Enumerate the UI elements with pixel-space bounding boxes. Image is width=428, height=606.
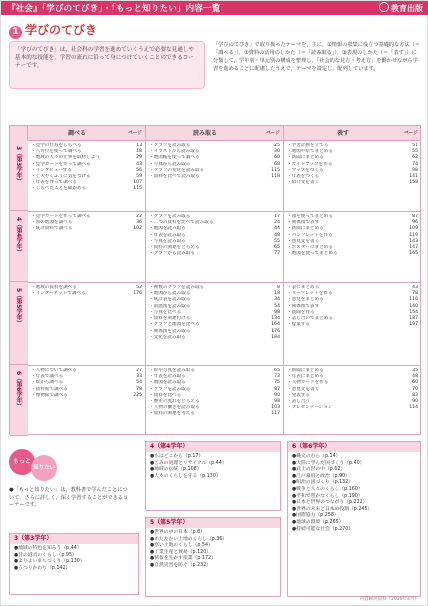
motto-bubble-1: もっと (9, 449, 35, 475)
guide-item-name: ・地図を使ってまとめる (287, 251, 338, 257)
info-box-body (288, 452, 420, 535)
guide-item-name: ・見学カードを作って調べる (31, 161, 91, 167)
guide-item-name: ・パンフレットを作る (287, 232, 333, 238)
guide-item-name: ・話し合う (287, 398, 310, 404)
guide-item-page: 98 (274, 398, 280, 404)
guide-item-page: 29 (136, 155, 142, 161)
header-read: 読み取る (192, 130, 217, 137)
guide-item-page: 70 (412, 386, 418, 392)
info-item: ●明治の国づくり（p.132） (292, 480, 354, 486)
guide-item-name: ・リーフレットを作る (287, 291, 333, 297)
guide-item-name: ・マップをつくる (287, 167, 324, 173)
grade-label: 5（第5学年） (15, 288, 22, 327)
guide-item-page: 60 (274, 155, 280, 161)
info-box-body (146, 528, 280, 572)
info-box-title: 4（第4学年） (146, 442, 280, 452)
guide-item-name: ・写真を読み取る (149, 238, 186, 244)
guide-item (149, 411, 280, 417)
info-item: ●工業生産と貿易（p.120） (150, 549, 212, 555)
section-title-text: 学びのてびき (25, 23, 98, 37)
page-title: 『社会』「学びのてびき」・「もっと知りたい」内容一覧 (7, 4, 221, 14)
guide-item-name: ・地域の資料を調べる (31, 285, 77, 291)
info-box (9, 533, 139, 595)
guide-item-name: ・地図を読み取る (149, 380, 186, 386)
guide-item-page: 78 (412, 291, 418, 297)
cell-research (31, 214, 142, 280)
guide-item-page: 43 (412, 285, 418, 291)
guide-item-page: 65 (274, 367, 280, 373)
info-item: ●あたたかい土地のくらし（p.36） (150, 536, 228, 542)
grade-label: 4（第4学年） (15, 217, 22, 256)
guide-item-name: ・グラフの変化を読み取る (149, 167, 205, 173)
guide-item-page: 75 (274, 380, 280, 386)
info-item: ●日本と世界のつながり（p.222） (292, 500, 368, 506)
motto-note: ●「もっと知りたい」は，教科書で学んだことについて，さらに詳しく，深く学習することができるコーナーです。 (9, 487, 129, 508)
info-item: ●国際協力（p.258） (292, 513, 339, 519)
cell-read (149, 285, 280, 363)
info-item: ●大陸に学んだ国づくり（p.40） (292, 460, 365, 466)
info-item: ●縄文のむら（p.14） (292, 454, 341, 459)
guide-item (287, 322, 418, 328)
column-divider (145, 126, 146, 434)
info-box-title: 5（第5学年） (146, 518, 280, 528)
info-item: ●戦争と人々のくらし（p.160） (292, 486, 363, 492)
guide-item-name: ・インターネットで調べる (31, 291, 86, 297)
guide-item-name: ・プレゼンテーション (287, 405, 333, 411)
guide-item-name: ・年表を読み取る (149, 374, 186, 380)
guide-item-name: ・資料の関連を考える (149, 411, 195, 417)
guide-item-page: 43 (136, 161, 142, 167)
guide-item-page: 83 (412, 392, 418, 398)
guide-item-page: 225 (133, 392, 142, 398)
guide-item-name: ・新聞にまとめる (287, 155, 324, 161)
guide-item-name: ・新聞を作る (287, 309, 315, 315)
guide-item-name: ・新聞にまとめる (287, 367, 324, 373)
guide-item-name: ・ガイドブックを作る (287, 161, 333, 167)
guide-item-name: ・変化を読み取る (149, 334, 186, 340)
row-divider (10, 211, 420, 212)
guide-item-page: 87 (412, 214, 418, 220)
guide-item-name: ・地図や絵でまとめる (287, 149, 333, 155)
guide-item-page: 59 (136, 174, 142, 180)
guide-item-page: 147 (409, 245, 418, 251)
guide-item-page: 102 (133, 226, 142, 232)
cell-express (287, 143, 418, 209)
guide-item-name: ・人物について調べる (31, 367, 77, 373)
guide-item-page: 141 (409, 174, 418, 180)
guide-item-name: ・地域の人々の仕事を取材しよう (31, 155, 100, 161)
guide-item (31, 226, 142, 232)
guide-item-page: 119 (409, 232, 418, 238)
guide-item-name: ・県の地図を調べる (31, 220, 73, 226)
bottom-section (9, 441, 421, 597)
guide-item-page: 8 (277, 285, 280, 291)
guide-item-page: 74 (412, 161, 418, 167)
guide-item-page: 187 (409, 316, 418, 322)
guide-item-name: ・資料を関連付ける (149, 316, 191, 322)
guide-item-name: ・グラフを読み取る (149, 214, 191, 220)
guide-item-page: 107 (133, 180, 142, 186)
info-item: ●地球の環境（p.265） (292, 519, 344, 525)
guide-item-page: 22 (136, 214, 142, 220)
info-item: ●世界の未来と日本の役割（p.245） (292, 506, 373, 512)
guide-item-page: 115 (133, 186, 142, 192)
guide-item-page: 55 (412, 149, 418, 155)
info-item: ●ごみの処理とリサイクル（p.44） (150, 460, 227, 466)
learning-guide-table (9, 125, 421, 435)
guide-item-page: 98 (274, 309, 280, 315)
guide-item-page: 36 (136, 220, 142, 226)
guide-item-name: ・グラフと地図を比べる (149, 322, 200, 328)
guide-item-page: 118 (271, 174, 280, 180)
guide-item-page: 25 (274, 143, 280, 148)
info-box-body (10, 544, 138, 574)
guide-item-name: ・関係図を読み取る (149, 328, 191, 334)
guide-item (31, 393, 142, 399)
cell-express (287, 368, 418, 434)
guide-item-name: ・統計資料で調べる (31, 226, 73, 232)
guide-item-name: ・発表する (287, 392, 310, 398)
grade-cell (10, 282, 28, 365)
guide-item (149, 174, 280, 180)
guide-item-page: 140 (409, 303, 418, 309)
grade-cell (10, 140, 28, 211)
info-box-body (146, 452, 280, 482)
publisher-name: 教育出版 (391, 4, 423, 13)
header-express-page: ページ (404, 131, 418, 136)
guide-item (287, 180, 418, 186)
info-item: ●水はどこから（p.17） (150, 454, 204, 459)
guide-item-page: 48 (412, 374, 418, 380)
guide-item-name: ・意見文を書く (287, 386, 320, 392)
guide-item-name: ・グラフから読み取る (149, 251, 195, 257)
info-item: ●寒い土地のくらし（p.54） (150, 543, 213, 549)
guide-item-page: 55 (274, 238, 280, 244)
guide-item-page: 33 (136, 374, 142, 380)
section-title (9, 21, 97, 39)
guide-item (149, 251, 280, 257)
guide-item-name: ・紹介文を書く (287, 180, 320, 186)
info-item: ●よりよいまちづくり（p.130） (14, 559, 85, 565)
info-item: ●地域の特色を知ろう（p.44） (14, 546, 82, 551)
info-item: ●情報を生かす産業（p.172） (150, 556, 216, 562)
guide-item-name: ・しらべたことを確かめる (31, 186, 87, 192)
guide-item-page: 115 (271, 167, 280, 173)
guide-item-name: ・年表にまとめる (287, 374, 324, 380)
guide-item-name: ・グラフを読み取る (149, 386, 191, 392)
motto-bubble-2: 知りたい (31, 455, 57, 481)
guide-item (31, 186, 142, 192)
info-item: ●うつりかわり（p.142） (14, 565, 71, 571)
guide-item-page: 154 (409, 309, 418, 315)
guide-item-name: ・グラフを読み取る (149, 143, 191, 148)
cell-express (287, 285, 418, 363)
guide-item-name: ・見学カードを作って調べる (31, 214, 91, 220)
guide-item-name: ・関係図で表す (287, 303, 320, 309)
guide-item-page: 143 (409, 238, 418, 244)
row-divider (10, 365, 420, 366)
publisher-mark-icon (379, 2, 389, 12)
cell-express (287, 214, 418, 280)
guide-item-name: ・地図を読み取る (149, 226, 186, 232)
info-box (145, 517, 281, 597)
info-item: ●平和で豊かなくらし（p.190） (292, 493, 363, 499)
grade-cell (10, 365, 28, 436)
info-item: ●地域の伝統（p.108） (150, 467, 202, 473)
guide-item-page: 18 (136, 149, 142, 155)
guide-item-page: 134 (271, 316, 280, 322)
guide-item-page: 98 (412, 167, 418, 173)
header-research: 調べる (67, 130, 86, 137)
header-research-page: ページ (128, 131, 142, 136)
info-item: ●自然災害を防ぐ（p.232） (150, 562, 212, 568)
guide-item-name: ・年表で調べる (31, 374, 64, 380)
guide-item-page: 56 (136, 167, 142, 173)
header-express: 表す (336, 130, 349, 137)
guide-item-page: 13 (136, 143, 142, 148)
guide-item-name: ・写真を比べる (149, 309, 182, 315)
guide-item-page: 117 (271, 411, 280, 417)
guide-item-page: 96 (412, 220, 418, 226)
guide-item-page: 73 (274, 374, 280, 380)
guide-item-page: 27 (136, 367, 142, 373)
info-item: ●世界の中の日本（p.8） (150, 530, 205, 535)
guide-item-name: ・提案する (287, 322, 310, 328)
info-box-title: 6（第6学年） (288, 442, 420, 452)
guide-item-page: 48 (274, 232, 280, 238)
guide-item-name: ・ポスターにまとめる (287, 245, 333, 251)
grade-label: 3（第3学年） (15, 146, 22, 185)
guide-item-page: 44 (274, 226, 280, 232)
guide-item-page: 51 (412, 143, 418, 148)
grade-label: 6（第6学年） (15, 370, 22, 410)
cell-research (31, 143, 142, 209)
guide-item-name: ・人物の働きを読み取る (149, 405, 200, 411)
guide-item-page: 30 (274, 149, 280, 155)
guide-item-page: 158 (409, 180, 418, 186)
cell-research (31, 368, 142, 434)
guide-item-page: 54 (136, 380, 142, 386)
guide-item-page: 176 (271, 328, 280, 334)
header-read-page: ページ (266, 131, 280, 136)
guide-item-name: ・イラストから読み取る (149, 149, 200, 155)
guide-item-name: ・統計表を読み取る (149, 297, 191, 303)
guide-item-page: 54 (274, 303, 280, 309)
info-box-title: 3（第3学年） (10, 534, 138, 544)
publisher-logo (379, 2, 423, 14)
footer-note: 内容解説資料（2020年4月） (359, 597, 419, 602)
guide-item-page: 18 (274, 291, 280, 297)
guide-item-page: 24 (274, 220, 280, 226)
cell-read (149, 368, 280, 434)
guide-item-name: ・学習計画を立てる (287, 143, 329, 148)
guide-item-name: ・工夫やくふうに気をつける (31, 174, 91, 180)
guide-item (149, 335, 280, 341)
guide-item-page: 90 (412, 398, 418, 404)
guide-item-page: 184 (271, 334, 280, 340)
section-number: 1 (9, 26, 22, 39)
guide-item-name: ・地図帳を使って調べる (149, 155, 200, 161)
info-item: ●昔の道具のくらし（p.95） (14, 552, 77, 558)
guide-item-name: ・インタビューする (31, 167, 72, 173)
guide-item-page: 164 (271, 322, 280, 328)
intro-box: 「学びのてびき」は，社会科の学習を進めていくうえで必要な見通しや基本的な技能を，学習の流れに沿って身につけていくことのできるコーナーです。 (9, 41, 205, 89)
guide-item-name: ・図を使ってまとめる (287, 214, 333, 220)
guide-item-name: ・二つの資料を比べて読み取る (149, 220, 214, 226)
guide-item-name: ・話し合いでまとめる (287, 316, 333, 322)
guide-item-page: 109 (409, 226, 418, 232)
info-item: ●持続可能な社会（p.270） (292, 526, 354, 532)
column-divider (283, 126, 284, 434)
guide-item-name: ・意見文を書く (287, 238, 320, 244)
guide-item-page: 17 (274, 214, 280, 220)
intro-note: 「学びのてびき」で取り扱ったテーマを，主に，①情報の収集に役立つ基礎的な方法（＝「調べる」），②資料の活用のしかた（＝「読み取る」），③表現のしかた（＝「表す」）に分類して，学年別・単元別の構成を整理し，「社会的な見方・考え方」を働かせながら学習を進めることに配慮したうえで，テーマを設定し，配列しています。 (213, 42, 420, 72)
guide-item-name: ・複数のグラフを読み取る (149, 285, 205, 291)
guide-item-name: ・歴史の流れをとらえる (149, 398, 200, 404)
cell-research (31, 285, 142, 363)
motto-badge (9, 441, 61, 481)
guide-item-page: 34 (274, 297, 280, 303)
guide-item-name: ・年表をつくる (287, 174, 320, 180)
header-bar (1, 1, 428, 15)
guide-item-name: ・年表を作って調べる (31, 180, 77, 186)
guide-item-name: ・地図から読み取る (149, 291, 191, 297)
guide-item-page: 78 (136, 386, 142, 392)
guide-item (287, 251, 418, 257)
guide-item-page: 103 (271, 405, 280, 411)
guide-item (287, 405, 418, 411)
guide-item-page: 116 (409, 297, 418, 303)
guide-item-name: ・雨温図を読み取る (149, 303, 191, 309)
guide-item-page: 65 (274, 245, 280, 251)
guide-item-page: 197 (409, 322, 418, 328)
guide-item-page: 114 (409, 405, 418, 411)
guide-item-page: 68 (274, 161, 280, 167)
guide-item-page: 62 (412, 155, 418, 161)
guide-item-name: ・表にまとめる (287, 285, 320, 291)
guide-item-name: ・絵から調べる (31, 380, 64, 386)
guide-item-name: ・絵や写真を読み取る (149, 367, 195, 373)
guide-item-name: ・資料を比べる (149, 392, 182, 398)
guide-item-name: ・資料を比べて読み取る (149, 174, 200, 180)
guide-item-name: ・資料の関連をとらえる (149, 245, 200, 251)
row-divider (10, 282, 420, 283)
guide-item-name: ・資料館で調べる (31, 386, 68, 392)
info-item: ●江戸幕府と政治（p.90） (292, 473, 351, 479)
guide-item-page: 87 (274, 386, 280, 392)
cell-read (149, 143, 280, 209)
guide-item-page: 52 (136, 285, 142, 291)
info-item: ●人々のくらしを守る（p.130） (150, 473, 221, 479)
guide-item-page: 77 (274, 251, 280, 257)
guide-item-page: 90 (274, 392, 280, 398)
guide-item-page: 60 (412, 380, 418, 386)
guide-item-name: ・博物館で調べる (31, 392, 68, 398)
guide-item-name: ・新聞にまとめる (287, 226, 324, 232)
guide-item-name: ・関係図で表す (287, 220, 320, 226)
info-item: ●武士の世の中（p.62） (292, 467, 346, 473)
guide-item-page: 35 (412, 367, 418, 373)
guide-item-name: ・見学の仕方をしらべる (31, 143, 82, 148)
guide-item-page: 165 (409, 251, 418, 257)
info-box (287, 441, 421, 597)
grade-cell (10, 211, 28, 282)
guide-item-name: ・年表を読み取る (149, 232, 186, 238)
guide-item-name: ・写真から読み取る (149, 161, 191, 167)
guide-item-name: ・意見をまとめる (287, 297, 324, 303)
guide-item-name: ・八方位を使って調べる (31, 149, 82, 155)
guide-item (31, 291, 142, 297)
guide-item-name: ・人物カードを作る (287, 380, 329, 386)
guide-item-page: 176 (133, 291, 142, 297)
info-box (145, 441, 281, 511)
cell-read (149, 214, 280, 280)
